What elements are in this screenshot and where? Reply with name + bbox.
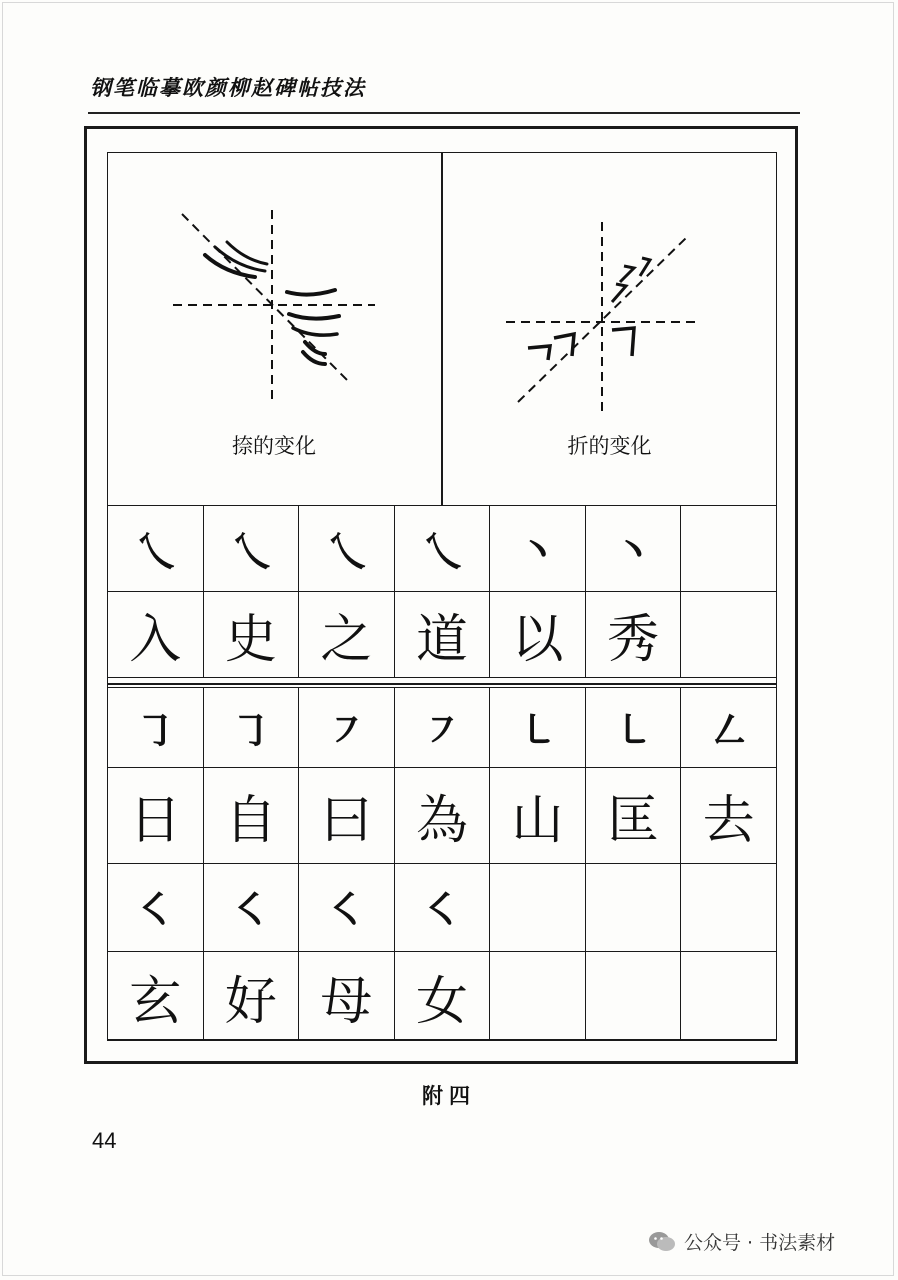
section-divider xyxy=(107,683,777,685)
stroke-cell: 乀 xyxy=(203,506,299,592)
stroke-cell: ㇜ xyxy=(681,688,777,768)
character-cell xyxy=(681,592,777,678)
diagram-zhe-variation xyxy=(442,152,777,505)
stroke-cell: ㇛ xyxy=(108,864,204,952)
watermark-text: 公众号 · 书法素材 xyxy=(684,1232,836,1254)
stroke-cell xyxy=(681,864,777,952)
character-cell: 日 xyxy=(108,768,204,864)
table-row xyxy=(108,952,777,1041)
character-cell: 母 xyxy=(299,952,395,1041)
character-cell: 女 xyxy=(394,952,490,1041)
stroke-cell xyxy=(585,864,681,952)
zhe-stroke-table xyxy=(107,687,777,1041)
character-cell xyxy=(490,952,586,1041)
character-cell: 之 xyxy=(299,592,395,678)
stroke-cell: ㇆ xyxy=(108,688,204,768)
page-number: 44 xyxy=(92,1128,117,1153)
stroke-cell: ㇇ xyxy=(394,688,490,768)
wechat-icon xyxy=(648,1230,676,1254)
table-row xyxy=(108,768,777,864)
stroke-cell: 乀 xyxy=(108,506,204,592)
stroke-cell: ㇛ xyxy=(394,864,490,952)
stroke-cell: ㇄ xyxy=(490,688,586,768)
character-cell: 玄 xyxy=(108,952,204,1041)
stroke-cell xyxy=(681,506,777,592)
character-cell: 為 xyxy=(394,768,490,864)
character-cell: 以 xyxy=(490,592,586,678)
character-cell: 去 xyxy=(681,768,777,864)
stroke-cell: ㇄ xyxy=(585,688,681,768)
character-cell: 道 xyxy=(394,592,490,678)
character-cell: 入 xyxy=(108,592,204,678)
table-row xyxy=(108,506,777,592)
stroke-cell: 乀 xyxy=(299,506,395,592)
diagram-na-variation xyxy=(107,152,441,505)
stroke-cell: ㇇ xyxy=(299,688,395,768)
page-header-title: 钢笔临摹欧颜柳赵碑帖技法 xyxy=(90,75,366,100)
table-row xyxy=(108,688,777,768)
stroke-cell: ㇆ xyxy=(203,688,299,768)
stroke-cell: 乀 xyxy=(394,506,490,592)
table-row xyxy=(108,864,777,952)
header-rule xyxy=(88,112,800,114)
character-cell xyxy=(681,952,777,1041)
table-row xyxy=(108,592,777,678)
stroke-cell: 丶 xyxy=(490,506,586,592)
stroke-cell xyxy=(490,864,586,952)
watermark xyxy=(648,1228,835,1255)
character-cell: 曰 xyxy=(299,768,395,864)
character-cell: 山 xyxy=(490,768,586,864)
stroke-cell: ㇛ xyxy=(299,864,395,952)
na-stroke-table xyxy=(107,505,777,678)
stroke-cell: 丶 xyxy=(585,506,681,592)
diagram-na-caption: 捺的变化 xyxy=(232,434,316,458)
diagram-zhe-caption: 折的变化 xyxy=(567,434,652,458)
character-cell xyxy=(585,952,681,1041)
character-cell: 史 xyxy=(203,592,299,678)
stroke-cell: ㇛ xyxy=(203,864,299,952)
character-cell: 秀 xyxy=(585,592,681,678)
character-cell: 自 xyxy=(203,768,299,864)
character-cell: 匡 xyxy=(585,768,681,864)
character-cell: 好 xyxy=(203,952,299,1041)
appendix-label: 附四 xyxy=(422,1083,476,1108)
